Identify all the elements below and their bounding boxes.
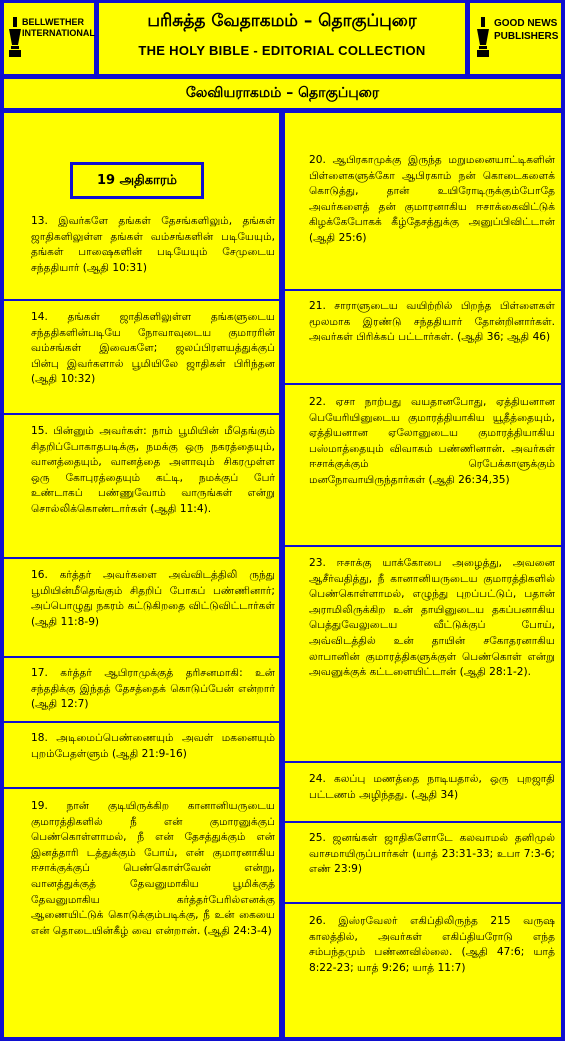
right-column (285, 113, 561, 1037)
verse-block: 13. இவர்களே தங்கள் தேசங்களிலும், தங்கள் ஜாதிகளிலுள்ள தங்கள் வம்சங்களின் படியேயும், தங்கள் பாஷைகளின் படியேயும் சேமுடைய சந்ததியார் (ஆதி 10:31) (31, 215, 275, 274)
verse-block: 16. கர்த்தர் அவர்களை அவ்விடத்திலி ருந்து பூமியின்மீதெங்கும் சிதறிப் போகப் பண்ணினார்; அப்பொழுது நகரம் கட்டுகிறதை விட்டுவிட்டார்கள் (ஆதி 11:8-9) (31, 569, 275, 628)
divider (4, 557, 279, 559)
left-column (4, 113, 279, 1037)
verse-block: 26. இஸ்ரவேலர் எகிப்திலிருந்த 215 வருஷ காலத்தில், அவர்கள் எகிப்தியரோடு எந்த சம்பந்தமும் பண்ணவில்லை. (ஆதி 47:6; யாத் 8:22-23; யாத் 9:26; யாத் 11:7) (309, 915, 555, 974)
divider (285, 902, 561, 904)
header-title-english: THE HOLY BIBLE - EDITORIAL COLLECTION (138, 43, 426, 58)
good-news-logo (470, 3, 561, 74)
header (99, 3, 465, 74)
divider (4, 721, 279, 723)
lamp-icon (8, 15, 22, 59)
verse-block: 15. பின்னும் அவர்கள்: நாம் பூமியின் மீதெங்கும் சிதறிப்போகாதபடிக்கு, நமக்கு ஒரு நகரத்தையும், வானத்தையும், வானத்தை அளாவும் சிகரமுள்ள ஒரு கோபுரத்தையும் கட்டி, நமக்குப் பேர் உண்டாகப் பண்ணுவோம் வாருங்கள் என்று சொல்லிக்கொண்டார்கள் (ஆதி 11:4). (31, 425, 275, 515)
verse-block: 22. ஏசா நாற்பது வயதானபோது, ஏத்தியனான பெயேரியினுடைய குமாரத்தியாகிய யூதீத்தையும், ஏத்தியனான ஏலோனுடைய குமாரத்தியாகிய பஸ்மாத்தையும் விவாகம் பண்ணினான். அவர்கள் ஈசாக்குக்கும் ரெபேக்காளுக்கும் மனநோவாயிருந்தார்கள் (ஆதி 26:34,35) (309, 396, 555, 486)
chapter-label: 19 அதிகாரம் (70, 162, 204, 199)
verse-block: 24. கலப்பு மணத்தை நாடியதால், ஒரு புறஜாதி பட்டணம் அழிந்தது. (ஆதி 34) (309, 773, 555, 801)
divider (4, 413, 279, 415)
subtitle-bar (4, 79, 561, 108)
divider (4, 656, 279, 658)
verse-block: 20. ஆபிரகாமுக்கு இருந்த மறுமனையாட்டிகளின் பிள்ளைகளுக்கோ ஆபிரகாம் நன் கொடைகளைக் கொடுத்து, தான் உயிரோடிருக்கும்போதே அவர்களைத் தன் குமாரனாகிய ஈசாக்கைவிட்டுக் கிழக்கேபோகக் கீழ்தேசத்துக்கு அனுப்பிவிட்டான் (ஆதி 25:6) (309, 154, 555, 244)
verse-block: 19. நான் குடியிருக்கிற கானானியருடைய குமாரத்திகளில் நீ என் குமாரனுக்குப் பெண்கொள்ளாமல், நீ என் தேசத்துக்கும் என் இனத்தாரி டத்துக்கும் போய், என் குமாரனாகிய ஈசாக்குக்குப் பெண்கொள்வேன் என்று, வானத்துக்குத் தேவனுமாகிய பூமிக்குத் தேவனுமாகிய கர்த்தர்பேரில்எனக்கு ஆணையிட்டுக் கொடுக்கும்படிக்கு, நீ உன் கையை என் தொடையின்கீழ் வை என்றான். (ஆதி 24:3-4) (31, 800, 275, 937)
book-subtitle: லேவியராகமம் – தொகுப்புரை (185, 85, 380, 101)
bellwether-logo-text: BELLWETHER INTERNATIONAL (22, 17, 95, 38)
divider (285, 761, 561, 763)
divider (285, 821, 561, 823)
verse-block: 21. சாராளுடைய வயிற்றில் பிறந்த பிள்ளைகள் மூலமாக இரண்டு சந்ததியார் தோன்றினார்கள். அவர்கள் பிரிக்கப் பட்டார்கள். (ஆதி 36; ஆதி 46) (309, 300, 555, 344)
divider (285, 545, 561, 547)
verse-block: 17. கர்த்தர் ஆபிராமுக்குத் தரிசனமாகி: உன் சந்ததிக்கு இந்தத் தேசத்தைக் கொடுப்பேன் என்றார் (ஆதி 12:7) (31, 667, 275, 711)
lamp-icon (476, 15, 490, 59)
bellwether-logo (4, 3, 94, 74)
verse-block: 23. ஈசாக்கு யாக்கோபை அழைத்து, அவனை ஆசீர்வதித்து, நீ கானானியருடைய குமாரத்திகளில் பெண்கொள்ளாமல், எழுந்து புறப்பட்டுப், பதான் அராமிலிருக்கிற உன் தாயினுடைய தகப்பனாகிய பெத்துவேலுடைய வீட்டுக்குப் போய், அவ்விடத்தில் உன் தாயின் சகோதரனாகிய லாபானின் குமாரத்திகளுக்குள் பெண்கொள் என்று அவனுக்குக் கட்டளையிட்டான் (ஆதி 28:1-2). (309, 557, 555, 679)
verse-block: 25. ஜனங்கள் ஜாதிகளோடே கலவாமல் தனிமுல் வாசமாயிருப்பார்கள் (யாத் 23:31-33; உபா 7:3-6; எண் 23:9) (309, 832, 555, 876)
divider (285, 383, 561, 385)
good-news-logo-text: GOOD NEWS PUBLISHERS (494, 18, 559, 42)
divider (4, 299, 279, 301)
header-title-tamil: பரிசுத்த வேதாகமம் – தொகுப்புரை (147, 11, 417, 31)
divider (285, 289, 561, 291)
divider (4, 787, 279, 789)
verse-block: 14. தங்கள் ஜாதிகளிலுள்ள தங்களுடைய சந்ததிகளின்படியே நோவாவுடைய குமாரரின் வம்சங்கள் இவைகளே; ஜலப்பிரளயத்துக்குப் பின்பு இவர்களால் பூமியிலே ஜாதிகள் பிரிந்தன (ஆதி 10:32) (31, 311, 275, 386)
verse-block: 18. அடிமைப்பெண்ணையும் அவள் மகனையும் புறம்பேதள்ளும் (ஆதி 21:9-16) (31, 732, 275, 760)
